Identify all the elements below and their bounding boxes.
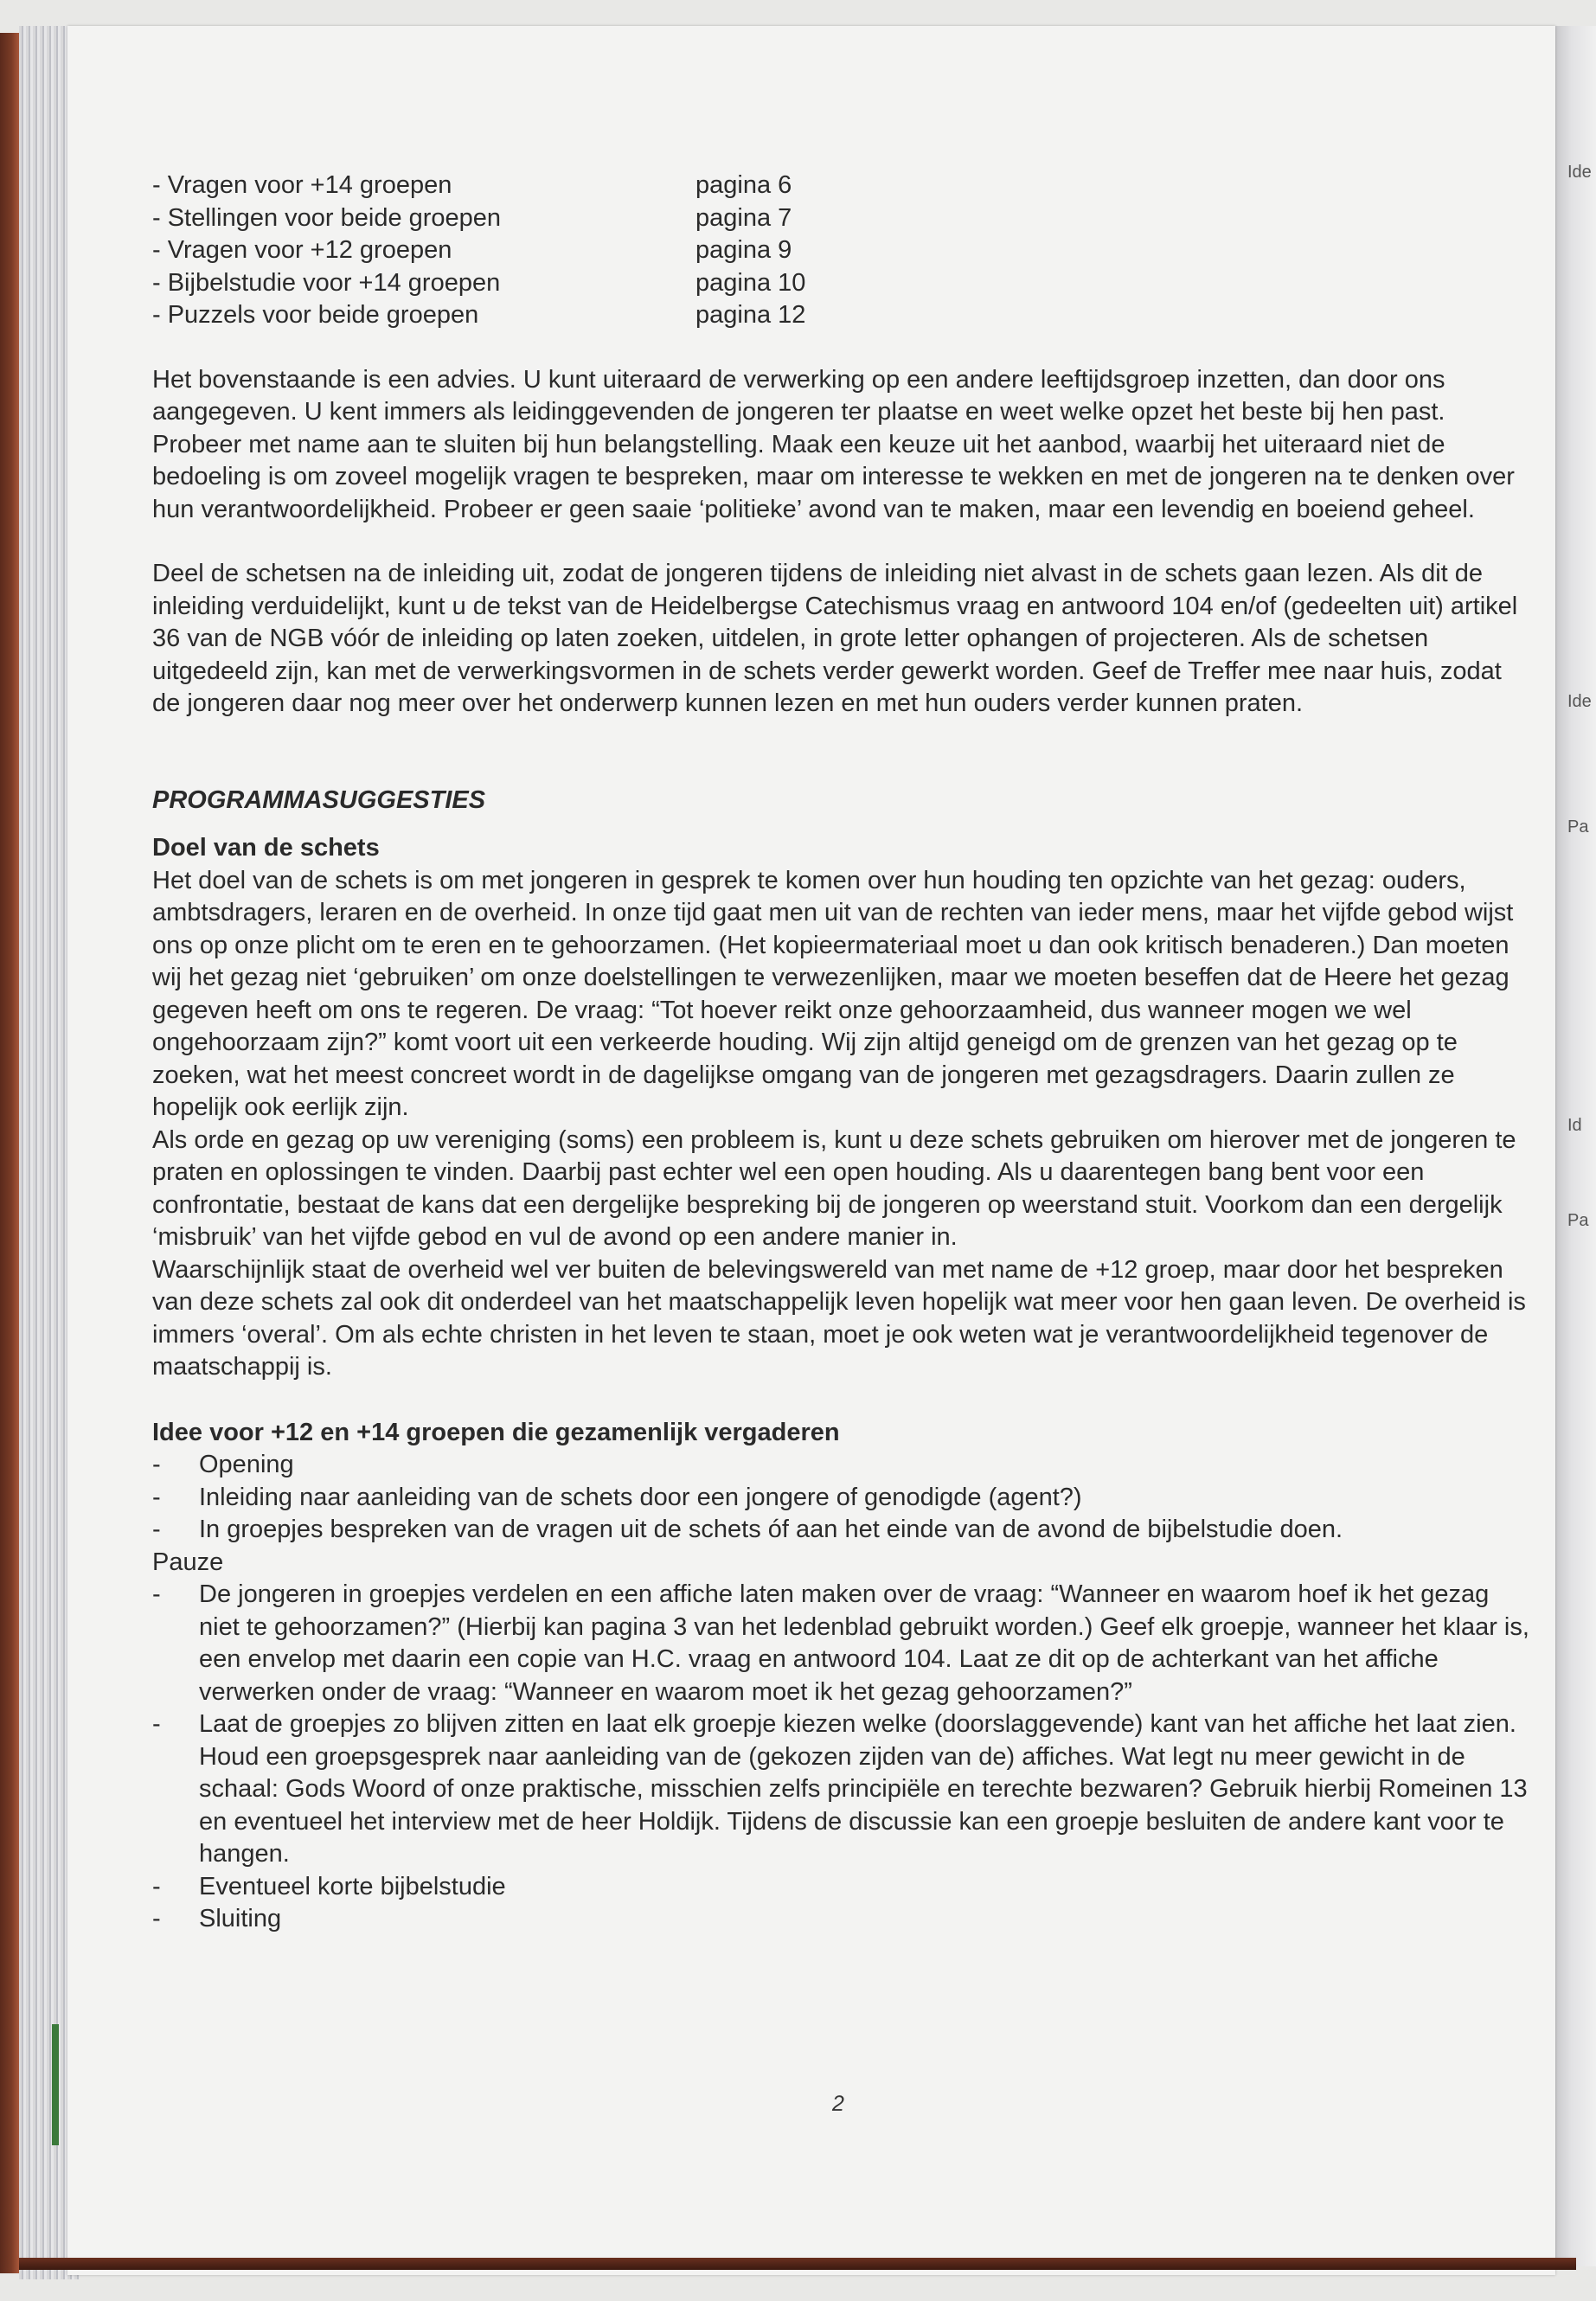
toc-row: [152, 170, 1536, 202]
goal-heading: Doel van de schets: [152, 834, 380, 862]
goal-paragraph: Als orde en gezag op uw vereniging (soms) een probleem is, kunt u deze schets gebruiken om hierover met de jongeren te praten en oplossingen te vinden. Daarbij past echter wel een open houding. Als u daarentegen bang bent voor een confrontatie, bestaat de kans dat een dergelijke bespreking bij de jongeren op weerstand stuit. Voorkom dan een dergelijk ‘misbruik’ van het vijfde gebod en vul de avond op een andere manier in.: [152, 1125, 1516, 1251]
pause-label: Pauze: [152, 1548, 224, 1576]
toc-item: - Stellingen voor beide groepen: [152, 203, 502, 232]
list-item: - Laat de groepjes zo blijven zitten en laat elk groepje kiezen welke (doorslaggevende) kant van het affiche het laat zien. Houd een groepsgesprek naar aanleiding van de (gekozen zijden van de) affiches. Wat legt nu meer gewicht in de schaal: Gods Woord of onze praktische, misschien zelfs principiële en terechte bezwaren? Gebruik hierbij Romeinen 13 en eventueel het interview met de heer Holdijk. Tijdens de discussie kan een groepje besluiten de andere kant voor te hangen.: [152, 1708, 1536, 1871]
toc-page: pagina 12: [695, 301, 806, 329]
toc-page: pagina 7: [695, 203, 792, 232]
list-item-text: Opening: [199, 1451, 294, 1478]
advice-paragraph: Het bovenstaande is een advies. U kunt uiteraard de verwerking op een andere leeftijdsgroep inzetten, dan door ons aangegeven. U kent immers als leidinggevenden de jongeren ter plaatse en weet welke opzet het beste bij hen past. Probeer met name aan te sluiten bij hun belangstelling. Maak een keuze uit het aanbod, waarbij het uiteraard niet de bedoeling is om zoveel mogelijk vragen te bespreken, maar om interesse te wekken en met de jongeren na te denken over hun verantwoordelijkheid. Probeer er geen saaie ‘politieke’ avond van te maken, maar een levendig en boeiend geheel.: [152, 365, 1515, 523]
adjacent-page-fragment: Ide: [1567, 692, 1592, 711]
toc-page: pagina 9: [695, 236, 792, 264]
toc-row: [152, 234, 1536, 267]
list-item-text: In groepjes bespreken van de vragen uit de schets óf aan het einde van de avond de bijbelstudie doen.: [199, 1516, 1343, 1543]
list-item-text: Inleiding naar aanleiding van de schets door een jongere of genodigde (agent?): [199, 1483, 1082, 1511]
toc-item: - Vragen voor +12 groepen: [152, 236, 452, 264]
idea-heading: Idee voor +12 en +14 groepen die gezamenlijk vergaderen: [152, 1418, 840, 1446]
toc-item: - Bijbelstudie voor +14 groepen: [152, 268, 501, 297]
section-title: PROGRAMMASUGGESTIES: [152, 785, 486, 814]
toc-item: - Vragen voor +14 groepen: [152, 171, 452, 199]
toc-list: [152, 170, 1536, 332]
list-item: - De jongeren in groepjes verdelen en een affiche laten maken over de vraag: “Wanneer en waarom hoef ik het gezag niet te gehoorzamen?” (Hierbij kan pagina 3 van het ledenblad gebruikt worden.) Geef elk groepje, wanneer het klaar is, een envelop met daarin een copie van H.C. vraag en antwoord 104. Laat ze dit op de achterkant van het affiche verwerken onder de vraag: “Wanneer en waarom moet ik het gezag gehoorzamen?”: [152, 1579, 1536, 1708]
adjacent-page-fragment: Pa: [1567, 1211, 1589, 1230]
adjacent-page-fragment: Pa: [1567, 817, 1589, 836]
toc-row: [152, 267, 1536, 300]
toc-item: - Puzzels voor beide groepen: [152, 301, 479, 329]
toc-page: pagina 10: [695, 268, 806, 297]
page-edge-accent: [52, 2024, 59, 2145]
idea-list: [152, 1449, 1536, 1936]
list-item: - Opening: [152, 1449, 1536, 1482]
list-item-text: Laat de groepjes zo blijven zitten en laat elk groepje kiezen welke (doorslaggevende) kant van het affiche het laat zien. Houd een groepsgesprek naar aanleiding van de (gekozen zijden van de) affiches. Wat legt nu meer gewicht in de schaal: Gods Woord of onze praktische, misschien zelfs principiële en terechte bezwaren? Gebruik hierbij Romeinen 13 en eventueel het interview met de heer Holdijk. Tijdens de discussie kan een groepje besluiten de andere kant voor te hangen.: [199, 1710, 1528, 1868]
list-item: - Eventueel korte bijbelstudie: [152, 1871, 1536, 1904]
list-item: - Inleiding naar aanleiding van de schets door een jongere of genodigde (agent?): [152, 1482, 1536, 1515]
list-item: - Sluiting: [152, 1903, 1536, 1936]
list-item-text: Eventueel korte bijbelstudie: [199, 1872, 506, 1900]
page-content: [152, 170, 1536, 1936]
toc-row: [152, 299, 1536, 332]
goal-paragraph: Waarschijnlijk staat de overheid wel ver buiten de belevingswereld van met name de +12 groep, maar door het bespreken van deze schets zal ook dit onderdeel van het maatschappelijk leven hopelijk wat meer voor hen gaan leven. De overheid is immers ‘overal’. Om als echte christen in het leven te staan, moet je ook weten wat je verantwoordelijkheid tegenover de maatschappij is.: [152, 1255, 1526, 1381]
adjacent-page: [1555, 26, 1596, 2266]
adjacent-page-fragment: Ide: [1567, 163, 1592, 182]
book-bottom-edge: [19, 2258, 1576, 2270]
list-item: - In groepjes bespreken van de vragen uit de schets óf aan het einde van de avond de bijbelstudie doen.: [152, 1514, 1536, 1547]
adjacent-page-fragment: Id: [1567, 1116, 1582, 1135]
page-number: 2: [832, 2092, 844, 2116]
goal-paragraph: Het doel van de schets is om met jongeren in gesprek te komen over hun houding ten opzichte van het gezag: ouders, ambtsdragers, leraren en de overheid. In onze tijd gaat men uit van de rechten van ieder mens, maar het vijfde gebod wijst ons op onze plicht om te eren en te gehoorzamen. (Het kopieermateriaal moet u dan ook kritisch benaderen.) Dan moeten wij het gezag niet ‘gebruiken’ om onze doelstellingen te verwezenlijken, maar we moeten beseffen dat de Heere het gezag gegeven heeft om ons te regeren. De vraag: “Tot hoever reikt onze gehoorzaamheid, dus wanneer mogen we wel ongehoorzaam zijn?” komt voort uit een verkeerde houding. Wij zijn altijd geneigd om de grenzen van het gezag op te zoeken, wat het meest concreet wordt in de dagelijkse omgang van de jongeren met gezagsdragers. Daarin zullen ze hopelijk ook eerlijk zijn.: [152, 866, 1514, 1121]
distribute-paragraph: Deel de schetsen na de inleiding uit, zodat de jongeren tijdens de inleiding niet alvast in de schets gaan lezen. Als dit de inleiding verduidelijkt, kunt u de tekst van de Heidelbergse Catechismus vraag en antwoord 104 en/of (gedeelten uit) artikel 36 van de NGB vóór de inleiding op laten zoeken, uitdelen, in grote letter ophangen of projecteren. Als de schetsen uitgedeeld zijn, kan met de verwerkingsvormen in de schets verder gewerkt worden. Geef de Treffer mee naar huis, zodat de jongeren daar nog meer over het onderwerp kunnen lezen en met hun ouders verder kunnen praten.: [152, 560, 1518, 717]
list-item-text: Sluiting: [199, 1905, 282, 1932]
toc-row: [152, 202, 1536, 235]
book-binding: [0, 33, 19, 2273]
list-item-text: De jongeren in groepjes verdelen en een affiche laten maken over de vraag: “Wanneer en waarom hoef ik het gezag niet te gehoorzamen?” (Hierbij kan pagina 3 van het ledenblad gebruikt worden.) Geef elk groepje, wanneer het klaar is, een envelop met daarin een copie van H.C. vraag en antwoord 104. Laat ze dit op de achterkant van het affiche verwerken onder de vraag: “Wanneer en waarom moet ik het gezag gehoorzamen?”: [199, 1580, 1529, 1706]
toc-page: pagina 6: [695, 171, 792, 199]
